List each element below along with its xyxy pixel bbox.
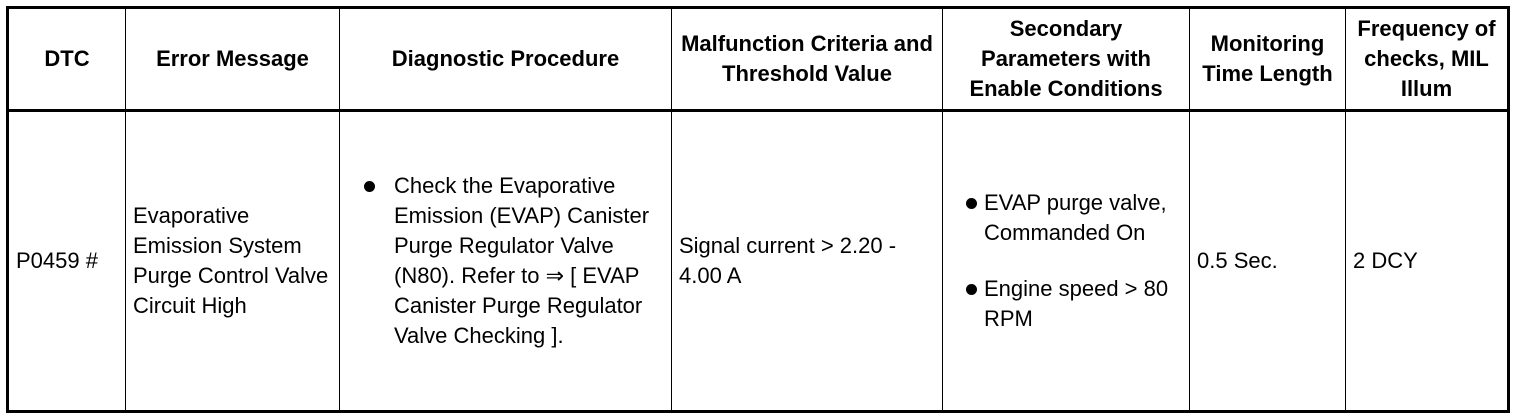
cell-dtc-code: P0459 #: [8, 111, 126, 412]
bullet-icon: [966, 284, 977, 295]
secondary-parameters-list: [950, 188, 1182, 334]
cell-monitoring-time: 0.5 Sec.: [1190, 111, 1346, 412]
header-monitoring-time: Monitoring Time Length: [1190, 8, 1346, 111]
parameter-item: [950, 274, 1182, 334]
parameter-text: EVAP purge valve, Commanded On: [984, 190, 1167, 245]
procedure-item: [347, 171, 664, 351]
header-dtc: DTC: [8, 8, 126, 111]
dtc-table: [6, 6, 1510, 413]
bullet-icon: [966, 198, 977, 209]
cell-malfunction-criteria: Signal current > 2.20 - 4.00 A: [672, 111, 943, 412]
header-row: [8, 8, 1509, 111]
header-diagnostic-procedure: Diagnostic Procedure: [340, 8, 672, 111]
header-frequency: Frequency of checks, MIL Illum: [1346, 8, 1509, 111]
cell-frequency: 2 DCY: [1346, 111, 1509, 412]
header-error-message: Error Message: [126, 8, 340, 111]
bullet-icon: [364, 181, 375, 192]
header-secondary-parameters: Secondary Parameters with Enable Conditions: [943, 8, 1190, 111]
parameter-text: Engine speed > 80 RPM: [984, 276, 1169, 331]
procedure-text: Check the Evaporative Emission (EVAP) Canister Purge Regulator Valve (N80). Refer to ⇒ [ EVAP Canister Purge Regulator Valve Checking ].: [394, 173, 650, 348]
cell-diagnostic-procedure: [340, 111, 672, 412]
parameter-item: [950, 188, 1182, 248]
cell-error-message: Evaporative Emission System Purge Control Valve Circuit High: [126, 111, 340, 412]
header-malfunction-criteria: Malfunction Criteria and Threshold Value: [672, 8, 943, 111]
cell-secondary-parameters: [943, 111, 1190, 412]
procedure-list: [347, 171, 664, 351]
table-row: [8, 111, 1509, 412]
